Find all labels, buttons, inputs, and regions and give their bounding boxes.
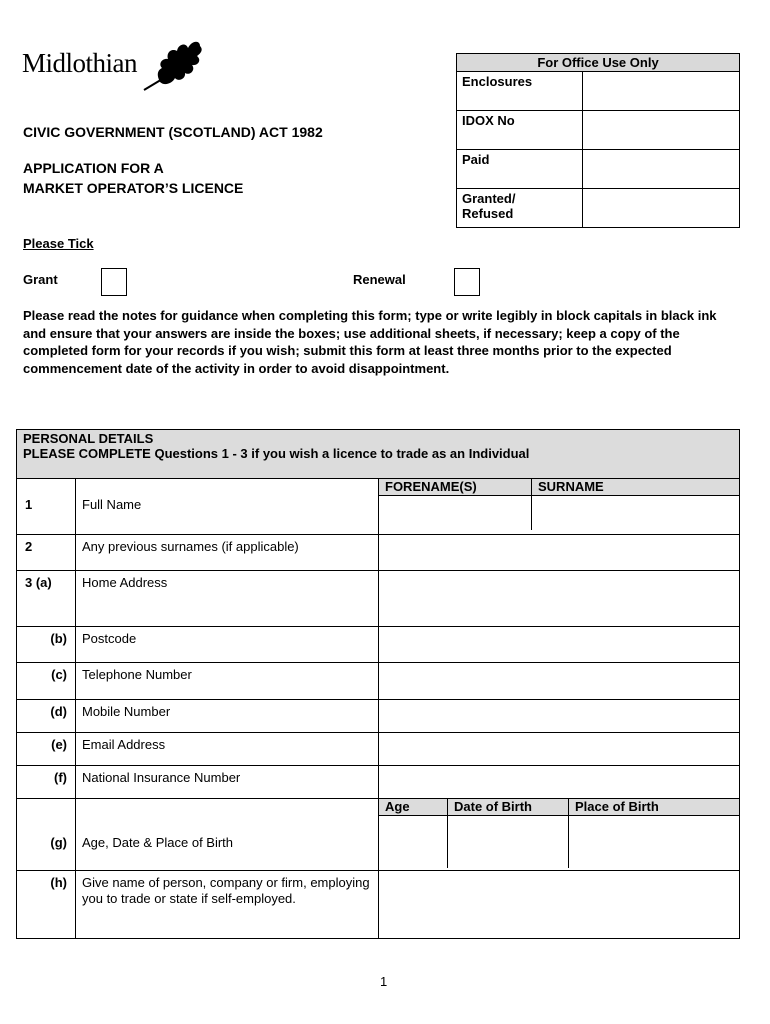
question-label: Age, Date & Place of Birth bbox=[76, 799, 379, 871]
question-label: Mobile Number bbox=[76, 700, 379, 733]
question-number: (g) bbox=[17, 799, 76, 871]
question-label: Telephone Number bbox=[76, 663, 379, 700]
question-label: Full Name bbox=[76, 479, 379, 535]
renewal-checkbox[interactable] bbox=[454, 268, 480, 296]
section-instruction: PLEASE COMPLETE Questions 1 - 3 if you wish a licence to trade as an Individual bbox=[23, 446, 530, 461]
office-row-label: Paid bbox=[457, 150, 583, 189]
age-header: Age bbox=[379, 799, 448, 816]
section-heading bbox=[17, 430, 740, 479]
pob-header: Place of Birth bbox=[569, 799, 740, 816]
office-row-value bbox=[583, 150, 740, 189]
question-number: (c) bbox=[17, 663, 76, 700]
page-number: 1 bbox=[380, 974, 388, 989]
email-field[interactable] bbox=[379, 733, 740, 766]
logo-text: Midlothian bbox=[22, 48, 137, 78]
surname-field[interactable] bbox=[532, 496, 740, 530]
full-name-answer bbox=[379, 479, 740, 535]
dob-header: Date of Birth bbox=[448, 799, 569, 816]
form-title-line2: MARKET OPERATOR’S LICENCE bbox=[23, 180, 244, 196]
question-label: Give name of person, company or firm, employing you to trade or state if self-employed. bbox=[76, 871, 379, 939]
age-field[interactable] bbox=[379, 816, 448, 868]
ni-number-field bbox=[379, 766, 740, 799]
act-title: CIVIC GOVERNMENT (SCOTLAND) ACT 1982 bbox=[23, 124, 323, 140]
question-number: 3 (a) bbox=[17, 571, 76, 627]
office-row-label: Granted/ Refused bbox=[457, 189, 583, 228]
guidance-notes: Please read the notes for guidance when completing this form; type or write legibly in block capitals in black ink and ensure that your answers are inside the boxes; use additional sheets, if necessary; keep a copy of the completed form for your records if you wish; submit this form at least three months prior to the expected commencement date of the activity in order to avoid disappointment. bbox=[23, 308, 717, 376]
grant-checkbox[interactable] bbox=[101, 268, 127, 296]
grant-label: Grant bbox=[23, 272, 58, 287]
question-number: (f) bbox=[17, 766, 76, 799]
office-row-value bbox=[583, 72, 740, 111]
question-number: (b) bbox=[17, 627, 76, 663]
forename-header: FORENAME(S) bbox=[379, 479, 532, 496]
mobile-field[interactable] bbox=[379, 700, 740, 733]
question-number: (e) bbox=[17, 733, 76, 766]
office-use-table bbox=[456, 53, 740, 228]
question-number: (d) bbox=[17, 700, 76, 733]
surname-header: SURNAME bbox=[532, 479, 740, 496]
telephone-field[interactable] bbox=[379, 663, 740, 700]
question-label: Any previous surnames (if applicable) bbox=[76, 535, 379, 571]
office-row-value bbox=[583, 111, 740, 150]
question-number: (h) bbox=[17, 871, 76, 939]
office-row-value bbox=[583, 189, 740, 228]
please-tick-heading: Please Tick bbox=[23, 236, 94, 251]
question-label: Home Address bbox=[76, 571, 379, 627]
dob-field[interactable] bbox=[448, 816, 569, 868]
question-number: 2 bbox=[17, 535, 76, 571]
question-number: 1 bbox=[17, 479, 76, 535]
renewal-label: Renewal bbox=[353, 272, 406, 287]
question-label: National Insurance Number bbox=[76, 766, 379, 799]
oak-leaf-icon bbox=[142, 34, 204, 92]
section-title: PERSONAL DETAILS bbox=[23, 431, 154, 446]
office-row-label: IDOX No bbox=[457, 111, 583, 150]
employer-field[interactable] bbox=[379, 871, 740, 939]
office-row-label: Enclosures bbox=[457, 72, 583, 111]
previous-surnames-field[interactable] bbox=[379, 535, 740, 571]
question-label: Email Address bbox=[76, 733, 379, 766]
pob-field[interactable] bbox=[569, 816, 740, 868]
form-title-line1: APPLICATION FOR A bbox=[23, 160, 164, 176]
forename-field[interactable] bbox=[379, 496, 532, 530]
question-label: Postcode bbox=[76, 627, 379, 663]
age-dob-pob-answer bbox=[379, 799, 740, 871]
office-use-title: For Office Use Only bbox=[457, 54, 740, 72]
home-address-field[interactable] bbox=[379, 571, 740, 627]
personal-details-table bbox=[16, 429, 740, 939]
postcode-field[interactable] bbox=[379, 627, 740, 663]
